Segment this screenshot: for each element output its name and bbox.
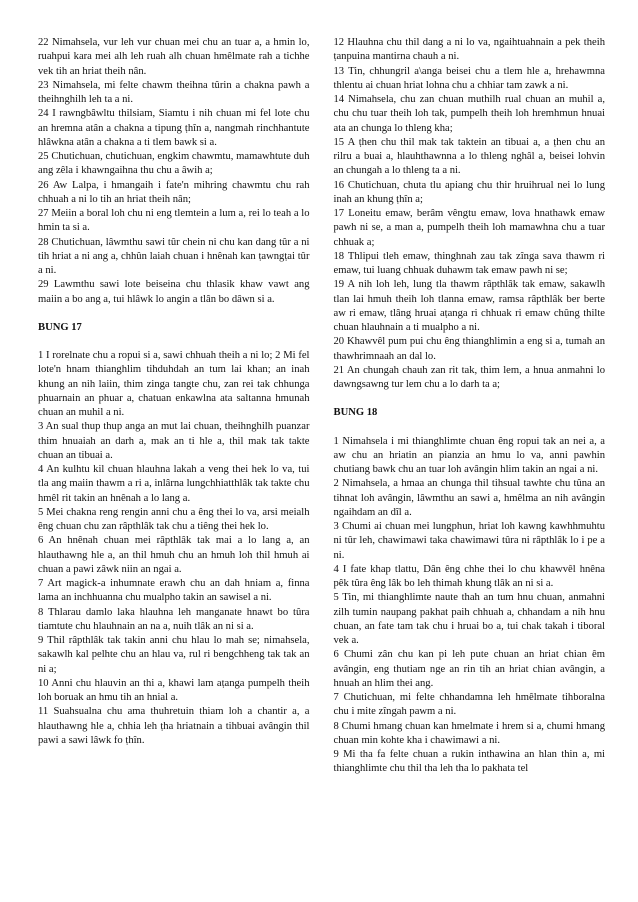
verse: 9 Mi tha fa felte chuan a rukin inthawina an hlan thin a, mi thianghlimte chu thil tha leh tha lo pakhata tel xyxy=(333,749,605,775)
right-column xyxy=(334,36,606,902)
verse: 20 Khawvêl pum pui chu êng thianghlimin a eng si a, tumah an thawhrimnaah an dal lo. xyxy=(333,336,605,362)
verse: 28 Chutichuan, lâwmthu sawi tûr chein ni chu kan dang tûr a ni tih hriat a ni ang a, chhûn laiah chuan i hnênah kan ṭawngṭai tûr a ni. xyxy=(38,236,310,276)
verse: 21 An chungah chauh zan rit tak, thim lem, a hnua anmahni lo dawngsawng tur lem chu a lo darh ta a; xyxy=(333,364,605,390)
verse: 12 Hlauhna chu thil dang a ni lo va, ngaihtuahnain a pek theih ṭanpuina mantirna chauh a ni. xyxy=(333,37,605,63)
verse: 29 Lawmthu sawi lote beiseina chu thlasik khaw vawt ang maiin a bo ang a, tui hlâwk lo angin a tlân bo dâwn si a. xyxy=(38,279,310,305)
verse: 4 An kulhtu kil chuan hlauhna lakah a veng thei hek lo va, tui tla ang maiin thawm a ri a, inlârna lungchhiatthlâk tak takte chu hmêl rit takin an hnênah a lo lang a. xyxy=(38,464,310,504)
verse: 25 Chutichuan, chutichuan, engkim chawmtu, mamawhtute duh ang zêla i khawngaihna thu chu a âwih a; xyxy=(38,151,310,177)
left-column xyxy=(38,36,310,902)
verse: 14 Nimahsela, chu zan chuan muthilh rual chuan an muhil a, chu chu tuar theih loh tak, pumpelh theih loh hremhmun hnuai ata an chunga lo thleng kha; xyxy=(333,94,605,134)
verse: 7 Chutichuan, mi felte chhandamna leh hmêlmate tihboralna chu i mite zîngah pawm a ni. xyxy=(333,692,605,718)
verse: 26 Aw Lalpa, i hmangaih i fate'n mihring chawmtu chu rah chhuah a ni lo tih an hriat theih nân; xyxy=(38,179,310,205)
verse: 15 A ṭhen chu thil mak tak taktein an tibuai a, a ṭhen chu an rilru a buai a, hlauhthawnna a lo thleng nghâl a, beisei lohvin an chungah a lo thleng ta a ni. xyxy=(333,136,605,177)
verse: 16 Chutichuan, chuta tlu apiang chu thir hruihrual nei lo lung inah an khung ṭhîn a; xyxy=(333,179,605,205)
right-verses-bottom xyxy=(334,435,606,777)
verse: 5 Mei chakna reng rengin anni chu a êng thei lo va, arsi meialh êng chuan chu zan râpthlâk tak chu a tiêng thei hek lo. xyxy=(38,506,310,532)
verse: 19 A nih loh leh, lung tla thawm râpthlâk tak emaw, sakawlh tlan lai hmuh theih loh tlanna emaw, ramsa râpthlâk ber berte aw ri emaw, tlâng hruai aṭanga ri chhuak ri emaw chûng thilte chuan hlauhnain a ti mualpho a ni. xyxy=(333,279,605,333)
verse: 8 Thlarau damlo laka hlauhna leh manganate hnawt bo tûra tiamtute chu hlauhnain an na a, nuih tlâk an ni si a. xyxy=(38,606,310,632)
verse: 17 Loneitu emaw, berâm vêngtu emaw, lova hnathawk emaw pawh ni se, a man a, pumpelh theih loh mamawhna chu a tuar chhuak a; xyxy=(333,208,605,248)
verse: 10 Anni chu hlauvin an thi a, khawi lam aṭanga pumpelh theih loh boruak an hmu tih an hnial a. xyxy=(38,677,310,703)
verse: 1 Nimahsela i mi thianghlimte chuan êng ropui tak an nei a, a aw chu an hriatin an pianzia an hmu lo va, anni pawhin chutiang bawk chu an tuar loh avângin hlim takin an ngai a ni. xyxy=(333,435,605,475)
verse: 5 Tin, mi thianghlimte naute thah an tum hnu chuan, anmahni zilh tumin naupang pakhat paih chhuah a, chhandam a nih hnu chuan, an fate tam tak chu i hruai bo a, tui chak takah i tiboral vek a. xyxy=(333,592,605,646)
chapter-heading: BUNG 17 xyxy=(38,321,82,333)
verse: 9 Thil râpthlâk tak takin anni chu hlau lo mah se; nimahsela, sakawlh kal pelhte chu an hlau va, rul ri bengchheng tak tak an ni a; xyxy=(38,635,310,675)
left-verses-bottom xyxy=(38,349,310,748)
verse: 8 Chumi hmang chuan kan hmelmate i hrem si a, chumi hmang chuan min kohte kha i chawimawi a ni. xyxy=(333,720,605,746)
verse: 4 I fate khap tlattu, Dân êng chhe thei lo chu khawvêl hnêna pêk tûra êng lâk bo leh thimah khung tlâk an ni si a. xyxy=(333,563,605,589)
verse: 22 Nimahsela, vur leh vur chuan mei chu an tuar a, a hmin lo, ruahpui kara mei alh leh ruah alh chuan hmêlmate rah a tichhe vek tih an hriat theih nân. xyxy=(38,37,310,77)
left-verses-top xyxy=(38,36,310,307)
verse: 7 Art magick-a inhumnate erawh chu an dah hniam a, finna lama an inchhuanna chu mualpho takin an sawisel a ni. xyxy=(38,578,310,604)
verse: 18 Thlipui tleh emaw, thinghnah zau tak zînga sava thawm ri emaw, tui luang chhuak duhawm tak emaw pawh ni se; xyxy=(333,250,605,276)
right-verses-top xyxy=(334,36,606,392)
verse: 2 Nimahsela, a hmaa an chunga thil tihsual tawhte chu tûna an tihnat loh avângin, lâwmthu an sawi a, hmêlma an nih avângin ngaihdam an dîl a. xyxy=(333,478,605,518)
verse: 6 An hnênah chuan mei râpthlâk tak mai a lo lang a, an hlauthawng hle a, an thil hmuh chu an hmuh loh thil hmuh ai chuan a pawi zâwk niin an ngai a. xyxy=(38,535,310,575)
chapter-heading: BUNG 18 xyxy=(333,407,378,419)
verse: 13 Tin, chhungril a\anga beisei chu a tlem hle a, hrehawmna thlentu ai chuan hriat lohna chu a chhiar tam zawk a ni. xyxy=(333,65,605,91)
verse: 24 I rawngbâwltu thilsiam, Siamtu i nih chuan mi fel lote chu an hremna atân a chakna a tipung ṭhîn a, nangmah rinchhantute hlâwkna atân a chakna a ti tlem bawk si a. xyxy=(38,108,310,148)
verse: 27 Meiin a boral loh chu ni eng tlemtein a lum a, rei lo teah a lo hmin ta si a. xyxy=(38,208,310,234)
verse: 6 Chumi zân chu kan pi leh pute chuan an hriat chian êm avângin, eng thutiam nge an rin tih an hriat chian avângin, a hnuah an hlim thei ang. xyxy=(333,649,605,689)
verse: 11 Suahsualna chu ama thuhretuin thiam loh a chantir a, a hlauthawng hle a, chhia leh ṭha hriatnain a tihbuai avângin thil pawi a sawi lâwk fo ṭhîn. xyxy=(38,706,310,746)
verse: 23 Nimahsela, mi felte chawm theihna tûrin a chakna pawh a theihnghilh leh ta a ni. xyxy=(38,79,310,105)
verse: 1 I rorelnate chu a ropui si a, sawi chhuah theih a ni lo; 2 Mi fel lote'n hnam thianghlim tihduhdah an tum lai khan; an inah khung an nih laiin, thim zinga tangte chu, zan rei tak chhunga phuarnain an phuar a, chatuan enkawlna ata saltanna hmunah chuan an muhil a ni. xyxy=(38,350,310,418)
verse: 3 Chumi ai chuan mei lungphun, hriat loh kawng kawhhmuhtu ni tûr leh, chawimawi taka chawimawi tûra ni râpthlâk lo i pe a ni. xyxy=(333,521,605,561)
verse: 3 An sual thup thup anga an mut lai chuan, theihnghilh puanzar thim hnuaiah an darh a, mak an ti hle a, thil mak tak takte chuan an tibuai a. xyxy=(38,421,310,461)
